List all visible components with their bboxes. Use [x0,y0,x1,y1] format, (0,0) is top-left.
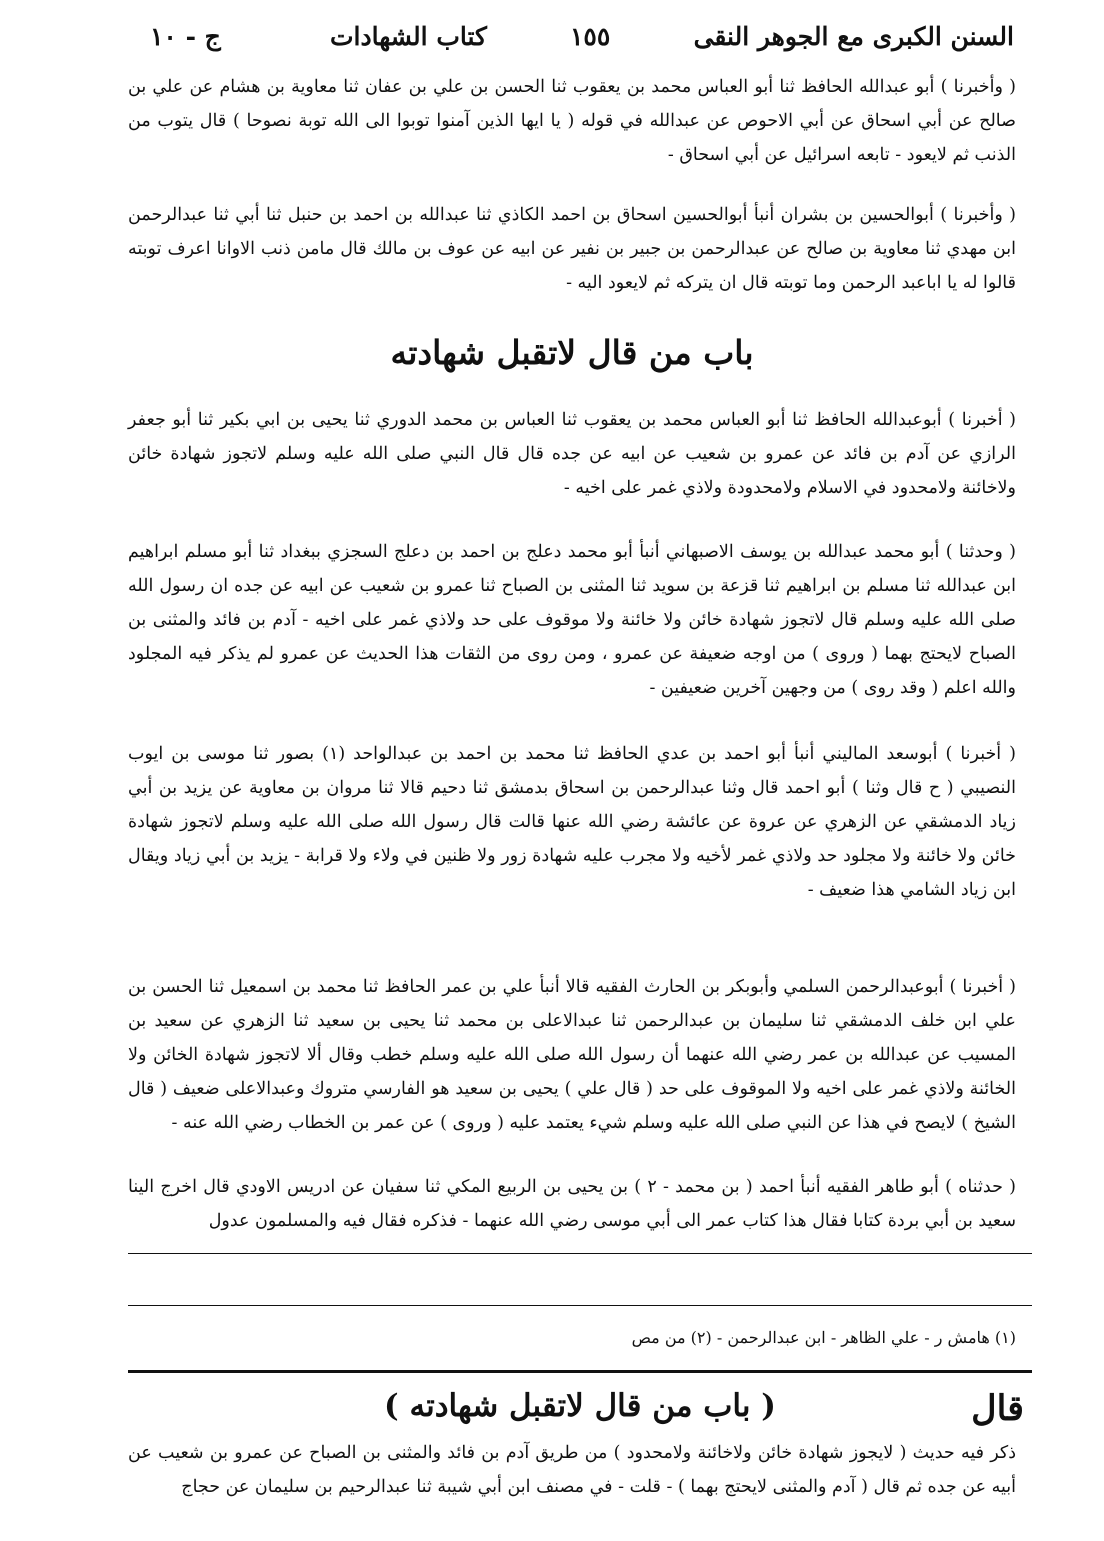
divider [128,1305,1032,1306]
chapter-title: كتاب الشهادات [330,22,487,51]
divider [128,1370,1032,1373]
paragraph: ( وأخبرنا ) أبو عبدالله الحافظ ثنا أبو العباس محمد بن يعقوب ثنا الحسن بن علي بن عفان ثنا معاوية بن هشام عن علي بن صالح عن أبي اسحاق عن أبي الاحوص عن عبدالله في قوله ( يا ايها الذين آمنوا توبوا الى الله توبة نصوحا ) قال يتوب من الذنب ثم لايعود - تابعه اسرائيل عن أبي اسحاق - [128,77,1016,165]
commentary-label: قال [971,1388,1024,1429]
paragraph: ( وأخبرنا ) أبوالحسين بن بشران أنبأ أبوالحسين اسحاق بن احمد الكاذي ثنا عبدالله بن احمد بن حنبل ثنا أبي ثنا عبدالرحمن ابن مهدي ثنا معاوية بن صالح عن عبدالرحمن بن جبير بن نفير عن ابيه عن عوف بن مالك قال مامن ذنب الاوانا اعرف توبته قالوا له يا اباعبد الرحمن وما توبته قال ان يتركه ثم لايعود اليه - [128,205,1016,293]
book-title: السنن الكبرى مع الجوهر النقى [693,22,1014,51]
paragraph: ( أخبرنا ) أبوعبدالرحمن السلمي وأبوبكر بن الحارث الفقيه قالا أنبأ علي بن عمر الحافظ ثنا محمد بن اسمعيل ثنا الحسن بن علي ابن خلف الدمشقي ثنا سليمان بن عبدالرحمن ثنا عبدالاعلى بن محمد ثنا يحيى بن سعيد ثنا الزهري عن سعيد بن المسيب عن عبدالله بن عمر رضي الله عنهما أن رسول الله صلى الله عليه وسلم خطب وقال ألا لاتجوز شهادة الخائن ولا الخائنة ولاذي غمر على اخيه ولا الموقوف على حد ( قال علي ) يحيى بن سعيد هو الفارسي متروك وعبدالاعلى ضعيف ( قال الشيخ ) لايصح في هذا عن النبي صلى الله عليه وسلم شيء يعتمد عليه ( وروى ) عن عمر بن الخطاب رضي الله عنه - [128,977,1016,1133]
paragraph: ( أخبرنا ) أبوسعد الماليني أنبأ أبو احمد بن عدي الحافظ ثنا محمد بن احمد بن عبدالواحد (١) بصور ثنا موسى بن ايوب النصيبي ( ح قال وثنا ) أبو احمد قال وثنا عبدالرحمن بن اسحاق بدمشق ثنا دحيم قالا ثنا مروان بن معاوية عن يزيد بن أبي زياد الدمشقي عن الزهري عن عروة عن عائشة رضي الله عنها قالت قال رسول الله صلى الله عليه وسلم لاتجوز شهادة خائن ولا خائنة ولا مجلود حد ولاذي غمر لأخيه ولا مجرب عليه شهادة زور ولا ظنين في ولاء ولا قرابة - يزيد بن أبي زياد ويقال ابن زياد الشامي هذا ضعيف - [128,744,1016,900]
commentary-text: ذكر فيه حديث ( لايجوز شهادة خائن ولاخائنة ولامحدود ) من طريق آدم بن فائد والمثنى بن الصباح عن عمرو بن شعيب عن أبيه عن جده ثم قال ( آدم والمثنى لايحتج بهما ) - قلت - في مصنف ابن أبي شيبة ثنا عبدالرحيم بن سليمان عن حجاج [128,1443,1016,1497]
page-header [150,22,1014,66]
section-title: باب من قال لاتقبل شهادته [390,333,754,372]
volume-number: ج - ١٠ [150,22,221,51]
footnote: (١) هامش ر - علي الظاهر - ابن عبدالرحمن - (٢) من مص [631,1328,1016,1347]
paragraph: ( وحدثنا ) أبو محمد عبدالله بن يوسف الاصبهاني أنبأ أبو محمد دعلج بن احمد بن دعلج السجزي ببغداد ثنا أبو مسلم ابراهيم ابن عبدالله ثنا مسلم بن ابراهيم ثنا قزعة بن سويد ثنا المثنى بن الصباح ثنا عمرو بن شعيب عن ابيه عن جده ان رسول الله صلى الله عليه وسلم قال لاتجوز شهادة خائن ولا خائنة ولا موقوف على حد ولاذي غمر على اخيه - آدم بن فائد والمثنى بن الصباح لايحتج بهما ( وروى ) من اوجه ضعيفة عن عمرو ، ومن روى من الثقات هذا الحديث عن عمرو لم يذكر فيه المجلود والله اعلم ( وقد روى ) من وجهين آخرين ضعيفين - [128,542,1016,698]
paragraph: ( حدثناه ) أبو طاهر الفقيه أنبأ احمد ( بن محمد - ٢ ) بن يحيى بن الربيع المكي ثنا سفيان عن ادريس الاودي قال اخرج الينا سعيد بن أبي بردة كتابا فقال هذا كتاب عمر الى أبي موسى رضي الله عنهما - فذكره فقال فيه والمسلمون عدول [128,1177,1016,1231]
paragraph: ( أخبرنا ) أبوعبدالله الحافظ ثنا أبو العباس محمد بن يعقوب ثنا العباس بن محمد الدوري ثنا يحيى بن ابي بكير ثنا أبو جعفر الرازي عن آدم بن فائد عن عمرو بن شعيب عن ابيه عن جده قال قال النبي صلى الله عليه وسلم لاتجوز شهادة خائن ولاخائنة ولامحدود في الاسلام ولامحدودة ولاذي غمر على اخيه - [128,410,1016,498]
divider [128,1253,1032,1254]
page-number: ١٥٥ [570,22,611,51]
commentary-title: ( باب من قال لاتقبل شهادته ) [384,1388,776,1424]
